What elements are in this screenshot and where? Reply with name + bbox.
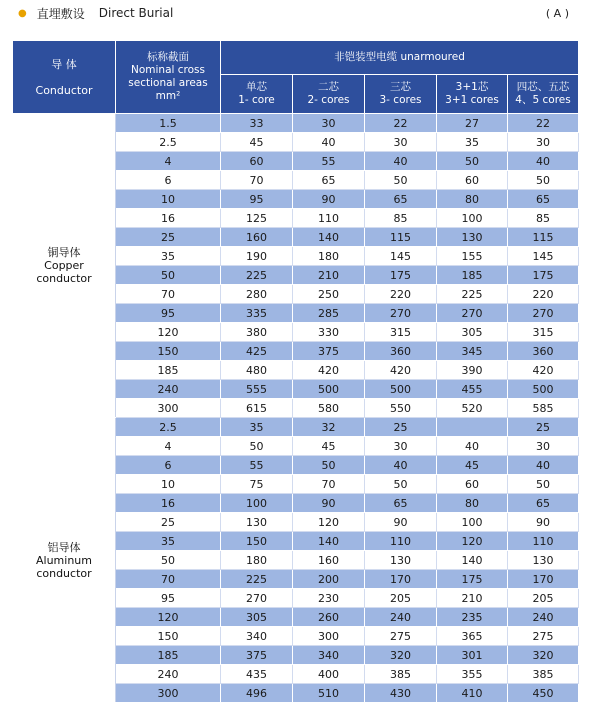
cell-current: 130	[221, 513, 293, 532]
cell-area: 185	[116, 646, 221, 665]
cell-current: 220	[508, 285, 579, 304]
cell-current: 305	[437, 323, 508, 342]
cell-current: 30	[508, 133, 579, 152]
header-unarmoured: 非铠装型电缆 unarmoured	[221, 41, 579, 75]
cell-current: 175	[437, 570, 508, 589]
cell-current: 235	[437, 608, 508, 627]
cell-current: 40	[365, 456, 437, 475]
header-conductor: 导 体 Conductor	[13, 41, 116, 114]
cell-current: 210	[293, 266, 365, 285]
cell-current: 500	[365, 380, 437, 399]
cell-current: 320	[508, 646, 579, 665]
cell-current: 230	[293, 589, 365, 608]
cell-current: 60	[437, 475, 508, 494]
cell-current: 180	[221, 551, 293, 570]
table-row	[13, 114, 579, 133]
title-english: Direct Burial	[98, 6, 174, 20]
cell-current: 420	[508, 361, 579, 380]
cell-current: 220	[365, 285, 437, 304]
cell-current: 50	[221, 437, 293, 456]
cell-current: 155	[437, 247, 508, 266]
cell-current: 170	[508, 570, 579, 589]
cell-current: 40	[508, 456, 579, 475]
cell-current: 420	[293, 361, 365, 380]
cell-area: 6	[116, 171, 221, 190]
cell-current: 225	[221, 570, 293, 589]
cell-area: 35	[116, 247, 221, 266]
cell-current: 260	[293, 608, 365, 627]
cell-current: 300	[293, 627, 365, 646]
cell-current: 65	[365, 190, 437, 209]
cell-current: 340	[221, 627, 293, 646]
header-cores-4: 3+1芯 3+1 cores	[437, 75, 508, 114]
cell-area: 150	[116, 342, 221, 361]
cell-current: 225	[221, 266, 293, 285]
cell-current: 160	[293, 551, 365, 570]
cell-area: 300	[116, 399, 221, 418]
cell-current: 100	[221, 494, 293, 513]
cell-current: 210	[437, 589, 508, 608]
cell-area: 300	[116, 684, 221, 703]
cell-current: 435	[221, 665, 293, 684]
cell-current: 400	[293, 665, 365, 684]
cell-current: 275	[365, 627, 437, 646]
cell-current: 160	[221, 228, 293, 247]
cell-current: 375	[221, 646, 293, 665]
cell-current: 80	[437, 190, 508, 209]
cell-current: 30	[293, 114, 365, 133]
cell-current: 150	[221, 532, 293, 551]
cell-current: 40	[293, 133, 365, 152]
cell-current: 50	[508, 475, 579, 494]
cell-area: 10	[116, 475, 221, 494]
cell-current: 30	[365, 133, 437, 152]
cell-area: 10	[116, 190, 221, 209]
cell-current: 240	[508, 608, 579, 627]
bullet-icon: ●	[18, 7, 27, 19]
cell-area: 95	[116, 304, 221, 323]
cell-area: 2.5	[116, 418, 221, 437]
cell-current: 50	[365, 475, 437, 494]
cell-current: 125	[221, 209, 293, 228]
cell-current: 33	[221, 114, 293, 133]
cell-current: 70	[293, 475, 365, 494]
cell-current: 520	[437, 399, 508, 418]
cell-current: 385	[365, 665, 437, 684]
cell-current: 555	[221, 380, 293, 399]
cell-current: 130	[508, 551, 579, 570]
cell-area: 25	[116, 228, 221, 247]
cell-area: 6	[116, 456, 221, 475]
cell-current: 145	[365, 247, 437, 266]
cell-current: 410	[437, 684, 508, 703]
cell-current: 120	[293, 513, 365, 532]
cell-current: 65	[293, 171, 365, 190]
cell-current: 285	[293, 304, 365, 323]
cell-current: 305	[221, 608, 293, 627]
cell-current: 70	[221, 171, 293, 190]
cell-current: 95	[221, 190, 293, 209]
group-copper-conductor: 铜导体 Copper conductor	[13, 114, 116, 418]
cell-current: 270	[508, 304, 579, 323]
cell-current: 205	[365, 589, 437, 608]
cell-current: 315	[365, 323, 437, 342]
cell-area: 4	[116, 437, 221, 456]
cell-current: 90	[508, 513, 579, 532]
cell-current: 375	[293, 342, 365, 361]
cell-current: 496	[221, 684, 293, 703]
cell-current: 85	[508, 209, 579, 228]
cell-area: 4	[116, 152, 221, 171]
header-cores-3: 三芯 3- cores	[365, 75, 437, 114]
cell-current: 40	[437, 437, 508, 456]
page-header	[18, 2, 173, 24]
cell-current: 145	[508, 247, 579, 266]
cell-current: 320	[365, 646, 437, 665]
cell-current: 275	[508, 627, 579, 646]
cell-current: 280	[221, 285, 293, 304]
cell-current: 35	[221, 418, 293, 437]
cell-current: 615	[221, 399, 293, 418]
cell-current: 500	[293, 380, 365, 399]
cell-current: 90	[293, 494, 365, 513]
cell-current: 140	[293, 228, 365, 247]
group-aluminum-conductor: 铝导体 Aluminum conductor	[13, 418, 116, 703]
cell-area: 150	[116, 627, 221, 646]
cell-current: 27	[437, 114, 508, 133]
cell-area: 25	[116, 513, 221, 532]
header-cores-2: 二芯 2- cores	[293, 75, 365, 114]
cell-current: 175	[508, 266, 579, 285]
cell-current: 45	[437, 456, 508, 475]
cell-current: 580	[293, 399, 365, 418]
cell-current: 175	[365, 266, 437, 285]
cell-current: 360	[365, 342, 437, 361]
cell-area: 35	[116, 532, 221, 551]
header-nominal-area: 标称截面 Nominal cross sectional areas mm²	[116, 41, 221, 114]
cell-current: 301	[437, 646, 508, 665]
cell-area: 16	[116, 494, 221, 513]
cell-current: 330	[293, 323, 365, 342]
cell-area: 120	[116, 608, 221, 627]
cell-current: 130	[365, 551, 437, 570]
cell-current: 430	[365, 684, 437, 703]
cell-current: 365	[437, 627, 508, 646]
cell-area: 240	[116, 665, 221, 684]
cell-current: 120	[437, 532, 508, 551]
header-cores-5: 四芯、五芯 4、5 cores	[508, 75, 579, 114]
cell-current: 315	[508, 323, 579, 342]
cell-current: 140	[437, 551, 508, 570]
cell-current: 110	[365, 532, 437, 551]
cell-current: 85	[365, 209, 437, 228]
cell-current: 455	[437, 380, 508, 399]
cell-area: 70	[116, 285, 221, 304]
cell-current: 270	[437, 304, 508, 323]
cell-current: 40	[365, 152, 437, 171]
cell-current: 270	[221, 589, 293, 608]
cell-current: 335	[221, 304, 293, 323]
cell-area: 50	[116, 551, 221, 570]
title-chinese: 直埋敷设	[36, 6, 85, 21]
cell-current: 450	[508, 684, 579, 703]
cell-current: 22	[508, 114, 579, 133]
header-cores-1: 单芯 1- core	[221, 75, 293, 114]
cell-current: 32	[293, 418, 365, 437]
cell-current: 340	[293, 646, 365, 665]
cell-current: 270	[365, 304, 437, 323]
cell-current: 110	[293, 209, 365, 228]
table-row	[13, 418, 579, 437]
cell-current: 480	[221, 361, 293, 380]
cell-current: 65	[508, 494, 579, 513]
cell-current: 60	[221, 152, 293, 171]
cell-current: 50	[508, 171, 579, 190]
cell-current: 180	[293, 247, 365, 266]
cell-current: 585	[508, 399, 579, 418]
cell-area: 70	[116, 570, 221, 589]
cell-area: 240	[116, 380, 221, 399]
cell-current	[437, 418, 508, 437]
cell-current: 65	[365, 494, 437, 513]
cell-current: 380	[221, 323, 293, 342]
cell-current: 25	[508, 418, 579, 437]
cell-current: 190	[221, 247, 293, 266]
cell-current: 22	[365, 114, 437, 133]
cell-current: 75	[221, 475, 293, 494]
cell-current: 60	[437, 171, 508, 190]
cell-current: 115	[365, 228, 437, 247]
cell-current: 55	[221, 456, 293, 475]
cell-current: 420	[365, 361, 437, 380]
cell-area: 120	[116, 323, 221, 342]
cell-current: 225	[437, 285, 508, 304]
cell-current: 45	[221, 133, 293, 152]
cell-area: 16	[116, 209, 221, 228]
cell-current: 360	[508, 342, 579, 361]
unit-label: ( A )	[545, 7, 569, 20]
cell-current: 500	[508, 380, 579, 399]
cell-current: 205	[508, 589, 579, 608]
cell-current: 250	[293, 285, 365, 304]
cell-current: 80	[437, 494, 508, 513]
cell-current: 55	[293, 152, 365, 171]
cell-current: 40	[508, 152, 579, 171]
cell-current: 355	[437, 665, 508, 684]
cell-current: 200	[293, 570, 365, 589]
ampacity-table	[12, 40, 579, 703]
cell-area: 2.5	[116, 133, 221, 152]
cell-area: 185	[116, 361, 221, 380]
cell-area: 50	[116, 266, 221, 285]
cell-current: 65	[508, 190, 579, 209]
cell-current: 35	[437, 133, 508, 152]
cell-current: 185	[437, 266, 508, 285]
cell-current: 50	[293, 456, 365, 475]
cell-current: 390	[437, 361, 508, 380]
cell-current: 50	[437, 152, 508, 171]
cell-current: 30	[365, 437, 437, 456]
cell-current: 510	[293, 684, 365, 703]
cell-current: 425	[221, 342, 293, 361]
cell-current: 100	[437, 209, 508, 228]
cell-current: 50	[365, 171, 437, 190]
cell-current: 25	[365, 418, 437, 437]
cell-current: 385	[508, 665, 579, 684]
cell-current: 115	[508, 228, 579, 247]
cell-current: 30	[508, 437, 579, 456]
cell-current: 345	[437, 342, 508, 361]
cell-current: 130	[437, 228, 508, 247]
cell-current: 170	[365, 570, 437, 589]
cell-current: 90	[365, 513, 437, 532]
cell-area: 95	[116, 589, 221, 608]
cell-current: 550	[365, 399, 437, 418]
cell-current: 240	[365, 608, 437, 627]
cell-current: 90	[293, 190, 365, 209]
cell-current: 100	[437, 513, 508, 532]
cell-area: 1.5	[116, 114, 221, 133]
cell-current: 45	[293, 437, 365, 456]
cell-current: 110	[508, 532, 579, 551]
cell-current: 140	[293, 532, 365, 551]
